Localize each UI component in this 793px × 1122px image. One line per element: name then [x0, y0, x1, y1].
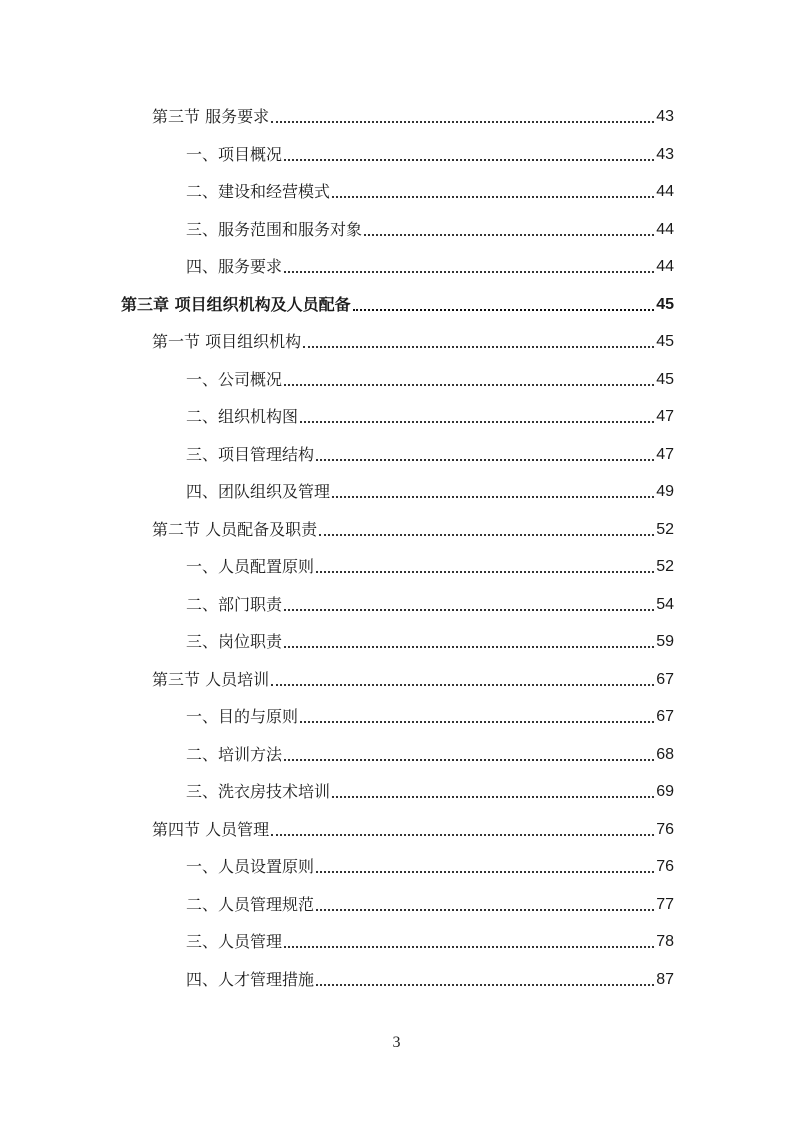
toc-page-number: 54: [656, 595, 674, 613]
toc-entry-chapter[interactable]: [121, 289, 674, 315]
toc-entry-title: 一、公司概况: [186, 369, 283, 389]
toc-entry-subsection[interactable]: [186, 589, 674, 615]
toc-page-number: 87: [656, 970, 674, 988]
toc-page-number: 78: [656, 933, 674, 950]
toc-entry-title: 三、人员管理: [186, 932, 283, 951]
dot-leader: [271, 820, 654, 840]
toc-entry-title: 二、组织机构图: [186, 407, 299, 426]
toc-page-number: 43: [656, 145, 674, 163]
dot-leader: [316, 857, 654, 877]
toc-entry-title: 第三节 人员培训: [152, 669, 270, 689]
dot-leader: [284, 370, 654, 390]
toc-page-number: 44: [656, 183, 674, 200]
toc-entry-title: 三、岗位职责: [186, 632, 283, 651]
toc-entry-title: 第四节 人员管理: [152, 819, 270, 839]
page-number-footer: 3: [392, 1034, 401, 1051]
toc-page-number: 45: [656, 295, 674, 313]
toc-entry-subsection[interactable]: [186, 889, 674, 915]
toc-entry-title: 二、部门职责: [186, 594, 283, 614]
dot-leader: [284, 632, 654, 652]
toc-page-number: 77: [656, 895, 674, 913]
toc-entry-subsection[interactable]: [186, 964, 674, 990]
dot-leader: [316, 557, 654, 577]
dot-leader: [284, 745, 654, 765]
toc-entry-title: 四、人才管理措施: [186, 969, 315, 989]
toc-entry-subsection[interactable]: [186, 439, 674, 465]
toc-entry-subsection[interactable]: [186, 251, 674, 277]
dot-leader: [284, 145, 654, 165]
toc-entry-subsection[interactable]: [186, 851, 674, 877]
toc-entry-title: 二、培训方法: [186, 744, 283, 764]
toc-page-number: 67: [656, 670, 674, 688]
dot-leader: [300, 407, 654, 427]
toc-entry-section[interactable]: [152, 326, 674, 352]
toc-entry-subsection[interactable]: [186, 364, 674, 390]
toc-page-number: 43: [656, 108, 674, 125]
toc-entry-title: 第三章 项目组织机构及人员配备: [121, 294, 351, 314]
toc-entry-title: 二、建设和经营模式: [186, 182, 331, 201]
dot-leader: [353, 295, 655, 315]
dot-leader: [271, 670, 654, 690]
toc-entry-title: 四、团队组织及管理: [186, 482, 331, 501]
dot-leader: [364, 220, 654, 240]
toc-entry-subsection[interactable]: [186, 139, 674, 165]
dot-leader: [300, 707, 654, 727]
dot-leader: [316, 445, 654, 465]
toc-entry-subsection[interactable]: [186, 214, 674, 240]
toc-entry-title: 一、项目概况: [186, 144, 283, 164]
toc-page-number: 44: [656, 220, 674, 238]
dot-leader: [303, 332, 654, 352]
dot-leader: [332, 182, 654, 202]
toc-entry-subsection[interactable]: [186, 926, 674, 952]
toc-entry-title: 四、服务要求: [186, 257, 283, 276]
dot-leader: [332, 482, 654, 502]
toc-entry-subsection[interactable]: [186, 401, 674, 427]
toc-entry-subsection[interactable]: [186, 626, 674, 652]
toc-page-number: 67: [656, 708, 674, 725]
toc-entry-title: 一、目的与原则: [186, 707, 299, 726]
toc-page-number: 69: [656, 783, 674, 800]
dot-leader: [284, 257, 654, 277]
toc-entry-subsection[interactable]: [186, 551, 674, 577]
toc-page-number: 49: [656, 483, 674, 500]
toc-entry-title: 三、项目管理结构: [186, 444, 315, 464]
toc-entry-subsection[interactable]: [186, 176, 674, 202]
dot-leader: [316, 970, 654, 990]
toc-entry-title: 第三节 服务要求: [152, 107, 270, 126]
toc-page-number: 47: [656, 408, 674, 425]
toc-entry-title: 一、人员设置原则: [186, 857, 315, 876]
toc-page-number: 45: [656, 333, 674, 350]
toc-page-number: 44: [656, 258, 674, 275]
toc-entry-section[interactable]: [152, 101, 674, 127]
toc-page-number: 47: [656, 445, 674, 463]
toc-entry-subsection[interactable]: [186, 776, 674, 802]
toc-entry-subsection[interactable]: [186, 476, 674, 502]
toc-entry-section[interactable]: [152, 514, 674, 540]
toc-entry-title: 第二节 人员配备及职责: [152, 519, 318, 539]
dot-leader: [284, 932, 654, 952]
toc-page-number: 76: [656, 820, 674, 838]
toc-page-number: 45: [656, 370, 674, 388]
toc-entry-title: 二、人员管理规范: [186, 894, 315, 914]
toc-page-number: 68: [656, 745, 674, 763]
dot-leader: [319, 520, 654, 540]
dot-leader: [332, 782, 654, 802]
toc-entry-title: 三、服务范围和服务对象: [186, 219, 363, 239]
dot-leader: [316, 895, 654, 915]
toc-page-number: 52: [656, 520, 674, 538]
toc-entry-section[interactable]: [152, 814, 674, 840]
toc-page-number: 76: [656, 858, 674, 875]
toc-page-number: 59: [656, 633, 674, 650]
toc-entry-subsection[interactable]: [186, 701, 674, 727]
toc-entry-section[interactable]: [152, 664, 674, 690]
toc-entry-title: 一、人员配置原则: [186, 557, 315, 576]
toc-entry-title: 第一节 项目组织机构: [152, 332, 302, 351]
toc-page-number: 52: [656, 558, 674, 575]
dot-leader: [284, 595, 654, 615]
toc-entry-subsection[interactable]: [186, 739, 674, 765]
toc-entry-title: 三、洗衣房技术培训: [186, 782, 331, 801]
dot-leader: [271, 107, 654, 127]
